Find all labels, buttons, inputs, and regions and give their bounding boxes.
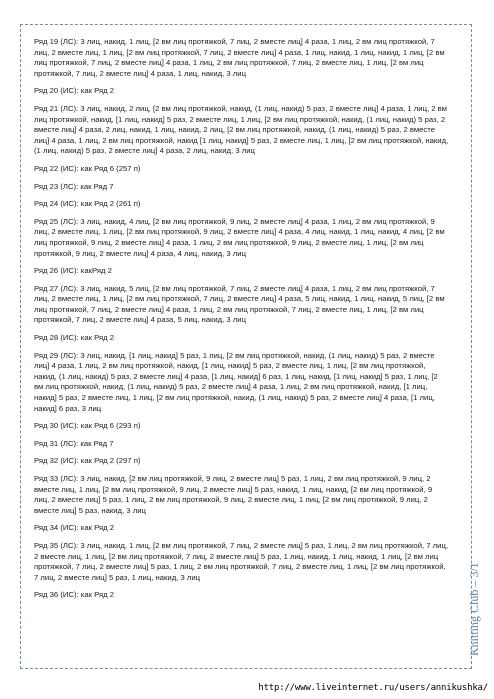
row-35: Ряд 35 (ЛС): 3 лиц, накид, 1 лиц, [2 вм лиц протяжкой, 7 лиц, 2 вместе лиц] 5 раз, 1 лиц, 2 вм лиц протяжкой, 7 лиц, 2 вместе лиц, 1 лиц, [2 вм лиц протяжкой, 7 лиц, 2 вместе лиц] 5 раз, 1 лиц, накид, 1 лиц, накид, 1 лиц, [2 вм лиц протяжкой, 7 лиц, 2 вместе лиц] 5 раз, 1 лиц, 2 вм лиц протяжкой, 7 лиц, 2 вместе лиц, 1 лиц, [2 вм лиц протяжкой, 7 лиц, 2 вместе лиц] 5 раз, 1 лиц, накид, 3 лиц: [34, 540, 449, 582]
side-brand-text: Knitting Club – 3/1: [467, 562, 481, 656]
row-23: Ряд 23 (ЛС): как Ряд 7: [34, 181, 114, 191]
row-22: Ряд 22 (ИС): как Ряд 6 (257 п): [34, 163, 141, 173]
row-20: Ряд 20 (ИС): как Ряд 2: [34, 86, 115, 96]
row-36: Ряд 36 (ИС): как Ряд 2: [34, 590, 115, 600]
row-28: Ряд 28 (ИС): как Ряд 2: [34, 333, 115, 343]
row-29: Ряд 29 (ЛС): 3 лиц, накид, [1 лиц, накид] 5 раз, 1 лиц, [2 вм лиц протяжкой, накид, (1 лиц, накид) 5 раз, 2 вместе лиц] 4 раза, 1 лиц, 2 вм лиц протяжкой, накид, [1 лиц, накид] 5 раз, 2 вместе лиц, 1 лиц, [2 вм лиц протяжкой, накид, (1 лиц, накид) 5 раз, 2 вместе лиц] 4 раза, [1 лиц, накид] 6 раз, 1 лиц, накид, [1 лиц, накид] 5 раз, 1 лиц, [2 вм лиц протяжкой, накид, (1 лиц, накид) 5 раз, 2 вместе лиц] 4 раза, 1 лиц, 2 вм лиц протяжкой, накид, [1 лиц, накид] 5 раз, 2 вместе лиц, 1 лиц, [2 вм лиц протяжкой, накид, (1 лиц, накид) 5 раз, 2 вместе лиц] 4 раза, [1 лиц, накид] 6 раз, 3 лиц: [34, 350, 438, 413]
row-21: Ряд 21 (ЛС): 3 лиц, накид, 2 лиц, [2 вм лиц протяжкой, накид, (1 лиц, накид) 5 раз, 2 вместе лиц] 4 раза, 1 лиц, 2 вм лиц протяжкой, накид, [1 лиц, накид] 5 раз, 2 вместе лиц, 1 лиц, [2 вм лиц протяжкой, накид, (1 лиц, накид) 5 раз, 2 вместе лиц] 4 раза, 2 лиц, накид, 1 лиц, накид, 2 лиц, [2 вм лиц протяжкой, накид, (1 лиц, накид) 5 раз, 2 вместе лиц] 4 раза, 1 лиц, 2 вм лиц протяжкой, накид [1 лиц, накид] 5 раз, 2 вместе лиц, 1 лиц, [2 вм лиц протяжкой, накид, (1 лиц, накид) 5 раз, 2 вместе лиц] 4 раза, 2 лиц, накид, 3 лиц: [34, 103, 449, 156]
side-brand: [462, 548, 486, 658]
row-24: Ряд 24 (ИС): как Ряд 2 (261 п): [34, 199, 141, 209]
footer-url[interactable]: http://www.liveinternet.ru/users/annikushka/: [258, 683, 488, 693]
row-33: Ряд 33 (ЛС): 3 лиц, накид, [2 вм лиц протяжкой, 9 лиц, 2 вместе лиц] 5 раз, 1 лиц, 2 вм лиц протяжкой, 9 лиц, 2 вместе лиц, 1 лиц, [2 вм лиц протяжкой, 9 лиц, 2 вместе лиц] 5 раз, накид, 1 лиц, накид, [2 вм лиц протяжкой, 9 лиц, 2 вместе лиц] 5 раз, 1 лиц, 2 вм лиц протяжкой, 9 лиц, 2 вместе лиц, 1 лиц, [2 вм лиц протяжкой, 9 лиц, 2 вместе лиц] 5 раз, накид, 3 лиц: [34, 474, 433, 515]
row-31: Ряд 31 (ЛС): как Ряд 7: [34, 438, 114, 448]
row-32: Ряд 32 (ИС): как Ряд 2 (297 п): [34, 456, 141, 466]
row-30: Ряд 30 (ИС): как Ряд 6 (293 п): [34, 421, 141, 431]
row-25: Ряд 25 (ЛС): 3 лиц, накид, 4 лиц, [2 вм лиц протяжкой, 9 лиц, 2 вместе лиц] 4 раза, 1 лиц, 2 вм лиц протяжкой, 9 лиц, 2 вместе лиц, 1 лиц, [2 вм лиц протяжкой, 9 лиц, 2 вместе лиц] 4 раза, 4 лиц, накид, 1 лиц, накид, 4 лиц, [2 вм лиц протяжкой, 9 лиц, 2 вместе лиц] 4 раза, 1 лиц, 2 вм лиц протяжкой, 9 лиц, 2 вместе лиц, 1 лиц, [2 вм лиц протяжкой, 9 лиц, 2 вместе лиц] 4 раза, 4 лиц, накид, 3 лиц: [34, 216, 445, 258]
row-27: Ряд 27 (ЛС): 3 лиц, накид, 5 лиц, [2 вм лиц протяжкой, 7 лиц, 2 вместе лиц] 4 раза, 1 лиц, 2 вм лиц протяжкой, 7 лиц, 2 вместе лиц, 1 лиц, [2 вм лиц протяжкой, 7 лиц, 2 вместе лиц] 4 раза, 5 лиц, накид, 1 лиц, накид, 5 лиц, [2 вм лиц протяжкой, 7 лиц, 2 вместе лиц] 4 раза, 1 лиц, 2 вм лиц протяжкой, 7 лиц, 2 вместе лиц, 1 лиц, [2 вм лиц протяжкой, 7 лиц, 2 вместе лиц] 4 раза, 5 лиц, накид, 3 лиц: [34, 283, 445, 325]
pattern-instructions: [34, 37, 449, 601]
row-34: Ряд 34 (ИС): как Ряд 2: [34, 523, 115, 533]
row-19: Ряд 19 (ЛС): 3 лиц, накид, 1 лиц, [2 вм лиц протяжкой, 7 лиц, 2 вместе лиц] 4 раза, 1 лиц, 2 вм лиц протяжкой, 7 лиц, 2 вместе лиц, 1 лиц, [2 вм лиц протяжкой, 7 лиц, 2 вместе лиц] 4 раза, 1 лиц, накид, 1 лиц, накид, 1 лиц, [2 вм лиц протяжкой, 7 лиц, 2 вместе лиц] 4 раза, 1 лиц, 2 вм лиц протяжкой, 7 лиц, 2 вместе лиц, 1 лиц, [2 вм лиц протяжкой, 7 лиц, 2 вместе лиц] 4 раза, 1 лиц, накид, 3 лиц: [34, 37, 445, 78]
row-26: Ряд 26 (ИС): какРяд 2: [34, 266, 112, 276]
